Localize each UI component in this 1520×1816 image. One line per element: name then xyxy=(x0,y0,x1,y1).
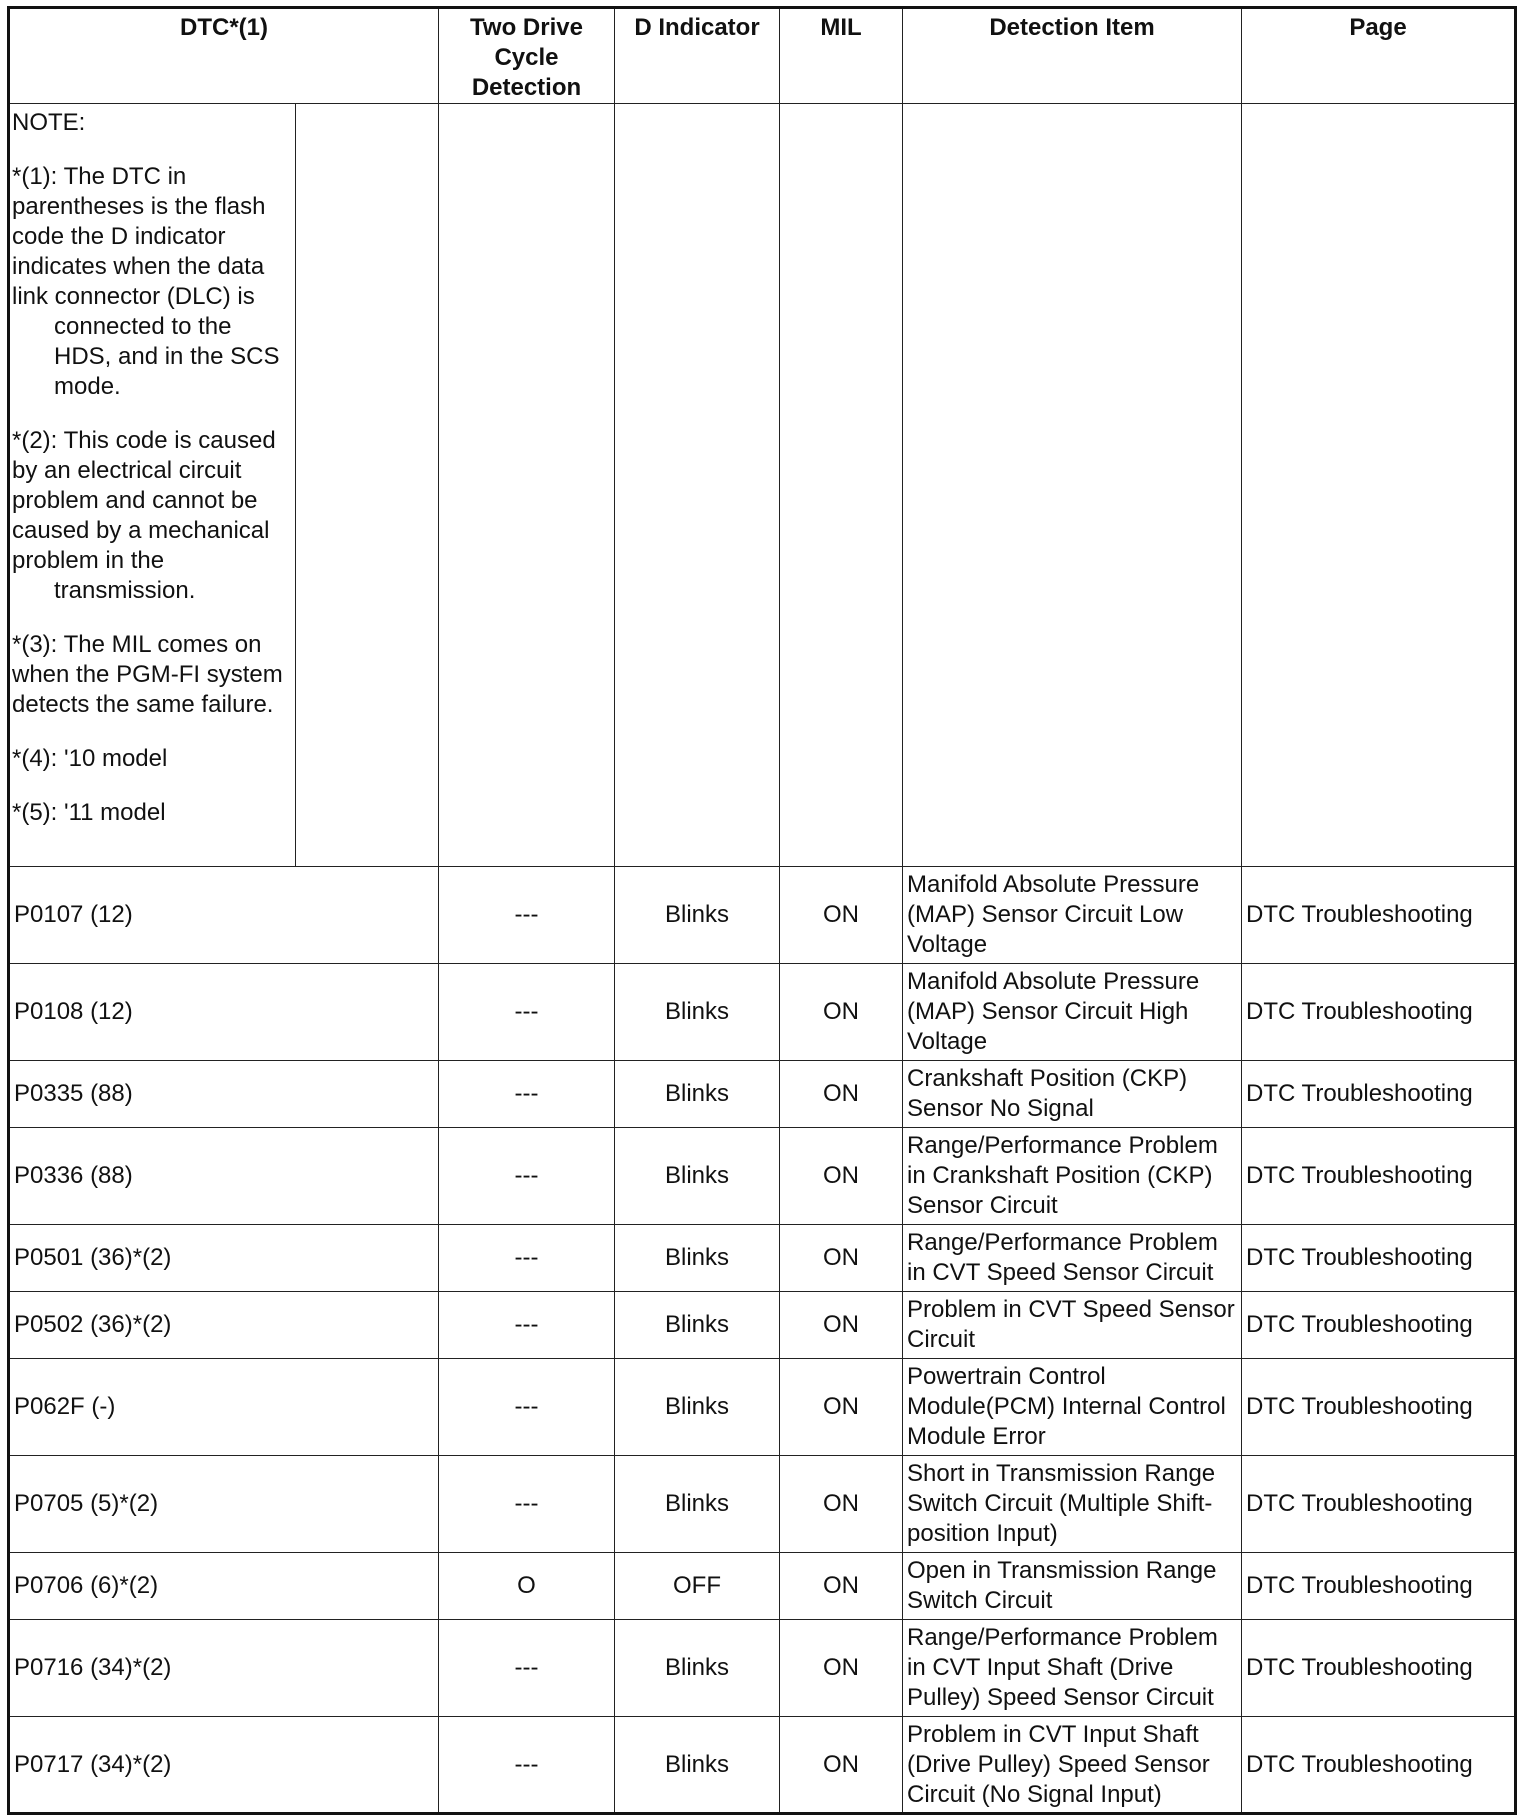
table-row xyxy=(9,1620,1516,1717)
dtc-code: P0107 (12) xyxy=(9,867,439,964)
detection-item: Short in Transmission Range Switch Circuit (Multiple Shift-position Input) xyxy=(903,1456,1242,1553)
mil-status: ON xyxy=(780,1061,903,1128)
two-drive-cycle: --- xyxy=(439,1456,615,1553)
table-row xyxy=(9,867,1516,964)
mil-status: ON xyxy=(780,1359,903,1456)
detection-item: Range/Performance Problem in CVT Input Shaft (Drive Pulley) Speed Sensor Circuit xyxy=(903,1620,1242,1717)
empty-cell xyxy=(1242,104,1516,867)
d-indicator: Blinks xyxy=(615,1128,780,1225)
mil-status: ON xyxy=(780,1128,903,1225)
page-link[interactable]: DTC Troubleshooting xyxy=(1242,867,1516,964)
note-5: *(5): '11 model xyxy=(12,799,166,826)
dtc-code: P0501 (36)*(2) xyxy=(9,1225,439,1292)
mil-status: ON xyxy=(780,1620,903,1717)
d-indicator: Blinks xyxy=(615,1456,780,1553)
d-indicator: Blinks xyxy=(615,1061,780,1128)
two-drive-cycle: --- xyxy=(439,1292,615,1359)
header-mil: MIL xyxy=(780,8,903,104)
page-link[interactable]: DTC Troubleshooting xyxy=(1242,1061,1516,1128)
page-link[interactable]: DTC Troubleshooting xyxy=(1242,1359,1516,1456)
note-3: *(3): The MIL comes on when the PGM-FI system detects the same failure. xyxy=(12,631,283,718)
page-link[interactable]: DTC Troubleshooting xyxy=(1242,1128,1516,1225)
dtc-code: P0502 (36)*(2) xyxy=(9,1292,439,1359)
note-1-text: *(1): The DTC in parentheses is the flash code the D indicator indicates when the data link connector (DLC) is xyxy=(12,163,266,310)
d-indicator: Blinks xyxy=(615,867,780,964)
d-indicator: Blinks xyxy=(615,1620,780,1717)
page-link[interactable]: DTC Troubleshooting xyxy=(1242,1717,1516,1814)
d-indicator: Blinks xyxy=(615,1225,780,1292)
detection-item: Manifold Absolute Pressure (MAP) Sensor Circuit Low Voltage xyxy=(903,867,1242,964)
two-drive-cycle: --- xyxy=(439,1061,615,1128)
table-row xyxy=(9,1061,1516,1128)
d-indicator: OFF xyxy=(615,1553,780,1620)
two-drive-cycle: --- xyxy=(439,1717,615,1814)
table-row xyxy=(9,964,1516,1061)
note-title: NOTE: xyxy=(12,109,86,136)
page-link[interactable]: DTC Troubleshooting xyxy=(1242,1620,1516,1717)
mil-status: ON xyxy=(780,1717,903,1814)
d-indicator: Blinks xyxy=(615,964,780,1061)
note-1 xyxy=(12,162,293,402)
two-drive-cycle: --- xyxy=(439,1359,615,1456)
note-4: *(4): '10 model xyxy=(12,745,168,772)
page-link[interactable]: DTC Troubleshooting xyxy=(1242,1292,1516,1359)
detection-item: Crankshaft Position (CKP) Sensor No Signal xyxy=(903,1061,1242,1128)
header-detection-item: Detection Item xyxy=(903,8,1242,104)
empty-cell xyxy=(615,104,780,867)
header-row xyxy=(9,8,1516,104)
empty-cell xyxy=(439,104,615,867)
table-row xyxy=(9,1553,1516,1620)
page-link[interactable]: DTC Troubleshooting xyxy=(1242,1456,1516,1553)
mil-status: ON xyxy=(780,1456,903,1553)
mil-status: ON xyxy=(780,1292,903,1359)
two-drive-cycle: --- xyxy=(439,867,615,964)
mil-status: ON xyxy=(780,964,903,1061)
table-row xyxy=(9,1292,1516,1359)
page-link[interactable]: DTC Troubleshooting xyxy=(1242,1553,1516,1620)
table-row xyxy=(9,1717,1516,1814)
detection-item: Problem in CVT Speed Sensor Circuit xyxy=(903,1292,1242,1359)
note-1-continued: connected to the HDS, and in the SCS mode. xyxy=(54,313,280,400)
dtc-code: P0716 (34)*(2) xyxy=(9,1620,439,1717)
dtc-code: P062F (-) xyxy=(9,1359,439,1456)
table-row xyxy=(9,1225,1516,1292)
two-drive-cycle: O xyxy=(439,1553,615,1620)
detection-item: Range/Performance Problem in CVT Speed Sensor Circuit xyxy=(903,1225,1242,1292)
dtc-code: P0336 (88) xyxy=(9,1128,439,1225)
mil-status: ON xyxy=(780,1225,903,1292)
note-2-continued: transmission. xyxy=(54,577,196,604)
dtc-table xyxy=(7,6,1517,1815)
dtc-code: P0335 (88) xyxy=(9,1061,439,1128)
header-two-drive-cycle: Two Drive Cycle Detection xyxy=(439,8,615,104)
detection-item: Powertrain Control Module(PCM) Internal Control Module Error xyxy=(903,1359,1242,1456)
header-page: Page xyxy=(1242,8,1516,104)
two-drive-cycle: --- xyxy=(439,1620,615,1717)
detection-item: Open in Transmission Range Switch Circuit xyxy=(903,1553,1242,1620)
note-2 xyxy=(12,426,293,606)
detection-item: Range/Performance Problem in Crankshaft Position (CKP) Sensor Circuit xyxy=(903,1128,1242,1225)
detection-item: Problem in CVT Input Shaft (Drive Pulley) Speed Sensor Circuit (No Signal Input) xyxy=(903,1717,1242,1814)
two-drive-cycle: --- xyxy=(439,1225,615,1292)
mil-status: ON xyxy=(780,867,903,964)
d-indicator: Blinks xyxy=(615,1717,780,1814)
empty-cell xyxy=(296,104,439,867)
dtc-code: P0706 (6)*(2) xyxy=(9,1553,439,1620)
two-drive-cycle: --- xyxy=(439,964,615,1061)
header-d-indicator: D Indicator xyxy=(615,8,780,104)
note-row xyxy=(9,104,1516,867)
dtc-code: P0705 (5)*(2) xyxy=(9,1456,439,1553)
note-cell xyxy=(9,104,296,867)
two-drive-cycle: --- xyxy=(439,1128,615,1225)
d-indicator: Blinks xyxy=(615,1292,780,1359)
dtc-code: P0717 (34)*(2) xyxy=(9,1717,439,1814)
dtc-code: P0108 (12) xyxy=(9,964,439,1061)
page-link[interactable]: DTC Troubleshooting xyxy=(1242,1225,1516,1292)
empty-cell xyxy=(780,104,903,867)
table-row xyxy=(9,1128,1516,1225)
table-row xyxy=(9,1456,1516,1553)
table-row xyxy=(9,1359,1516,1456)
mil-status: ON xyxy=(780,1553,903,1620)
page-link[interactable]: DTC Troubleshooting xyxy=(1242,964,1516,1061)
empty-cell xyxy=(903,104,1242,867)
d-indicator: Blinks xyxy=(615,1359,780,1456)
header-dtc: DTC*(1) xyxy=(9,8,439,104)
detection-item: Manifold Absolute Pressure (MAP) Sensor Circuit High Voltage xyxy=(903,964,1242,1061)
note-2-text: *(2): This code is caused by an electrical circuit problem and cannot be caused by a mechanical problem in the xyxy=(12,427,276,574)
